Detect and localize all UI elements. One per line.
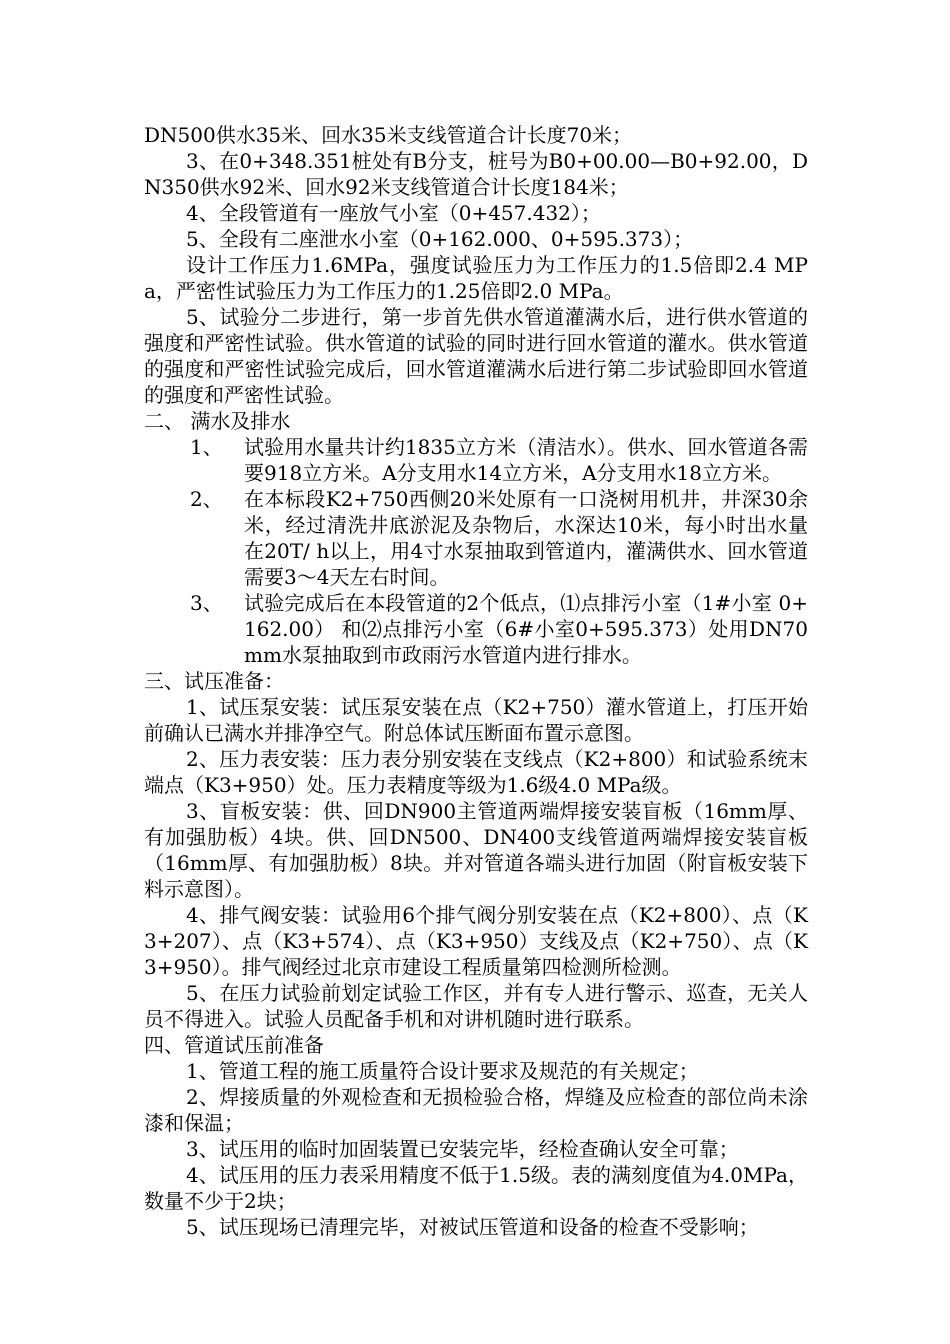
list-item xyxy=(144,590,808,668)
section-heading: 四、管道试压前准备 xyxy=(144,1033,324,1057)
paragraph: 5、在压力试验前划定试验工作区，并有专人进行警示、巡查，无关人员不得进入。试验人员配备手机和对讲机随时进行联系。 xyxy=(144,981,808,1031)
list-number: 1、 xyxy=(190,435,223,459)
paragraph: 1、管道工程的施工质量符合设计要求及规范的有关规定； xyxy=(186,1059,699,1083)
paragraph: 5、全段有二座泄水小室（0+162.000、0+595.373）； xyxy=(186,227,694,251)
document-body xyxy=(144,122,808,1240)
paragraph: 2、压力表安装：压力表分别安装在支线点（K2+800）和试验系统末端点（K3+950）处。压力表精度等级为1.6级4.0 MPa级。 xyxy=(144,747,808,797)
paragraph: 1、试压泵安装：试压泵安装在点（K2+750）灌水管道上，打压开始前确认已满水并排净空气。附总体试压断面布置示意图。 xyxy=(144,695,808,745)
list-text: 在本标段K2+750西侧20米处原有一口浇树用机井，井深30余米，经过清洗井底淤泥及杂物后，水深达10米，每小时出水量在20T/ h以上，用4寸水泵抽取到管道内，灌满供水、回水管道需要3～4天左右时间。 xyxy=(244,487,808,589)
paragraph: 设计工作压力1.6MPa，强度试验压力为工作压力的1.5倍即2.4 MPa，严密性试验压力为工作压力的1.25倍即2.0 MPa。 xyxy=(144,253,808,303)
list-item xyxy=(144,486,808,590)
section-heading: 三、试压准备： xyxy=(144,669,284,693)
paragraph: 2、焊接质量的外观检查和无损检验合格，焊缝及应检查的部位尚未涂漆和保温； xyxy=(144,1085,808,1135)
paragraph: 5、试压现场已清理完毕，对被试压管道和设备的检查不受影响； xyxy=(186,1215,759,1239)
paragraph: DN500供水35米、回水35米支线管道合计长度70米； xyxy=(144,123,633,147)
list-number: 3、 xyxy=(190,591,223,615)
list-item xyxy=(144,434,808,486)
paragraph: 3、试压用的临时加固装置已安装完毕，经检查确认安全可靠； xyxy=(186,1137,739,1161)
list-text: 试验用水量共计约1835立方米（清洁水）。供水、回水管道各需要918立方米。A分支用水14立方米，A分支用水18立方米。 xyxy=(244,435,808,485)
section-heading: 二、 满水及排水 xyxy=(144,409,291,433)
list-text: 试验完成后在本段管道的2个低点，⑴点排污小室（1#小室 0+162.00） 和⑵点排污小室（6#小室0+595.373）处用DN70mm水泵抽取到市政雨污水管道内进行排水。 xyxy=(244,591,808,667)
paragraph: 5、试验分二步进行，第一步首先供水管道灌满水后，进行供水管道的强度和严密性试验。供水管道的试验的同时进行回水管道的灌水。供水管道的强度和严密性试验完成后，回水管道灌满水后进行第二步试验即回水管道的强度和严密性试验。 xyxy=(144,305,808,407)
list-number: 2、 xyxy=(190,487,223,511)
paragraph: 3、在0+348.351桩处有B分支，桩号为B0+00.00—B0+92.00，DN350供水92米、回水92米支线管道合计长度184米； xyxy=(144,149,808,199)
paragraph: 4、试压用的压力表采用精度不低于1.5级。表的满刻度值为4.0MPa，数量不少于2块； xyxy=(144,1163,808,1213)
paragraph: 3、盲板安装：供、回DN900主管道两端焊接安装盲板（16mm厚、有加强肋板）4块。供、回DN500、DN400支线管道两端焊接安装盲板（16mm厚、有加强肋板）8块。并对管道各端头进行加固（附盲板安装下料示意图）。 xyxy=(144,799,808,901)
paragraph: 4、全段管道有一座放气小室（0+457.432）； xyxy=(186,201,601,225)
paragraph: 4、排气阀安装：试验用6个排气阀分别安装在点（K2+800）、点（K3+207）、点（K3+574）、点（K3+950）支线及点（K2+750）、点（K3+950）。排气阀经过北京市建设工程质量第四检测所检测。 xyxy=(144,903,808,979)
